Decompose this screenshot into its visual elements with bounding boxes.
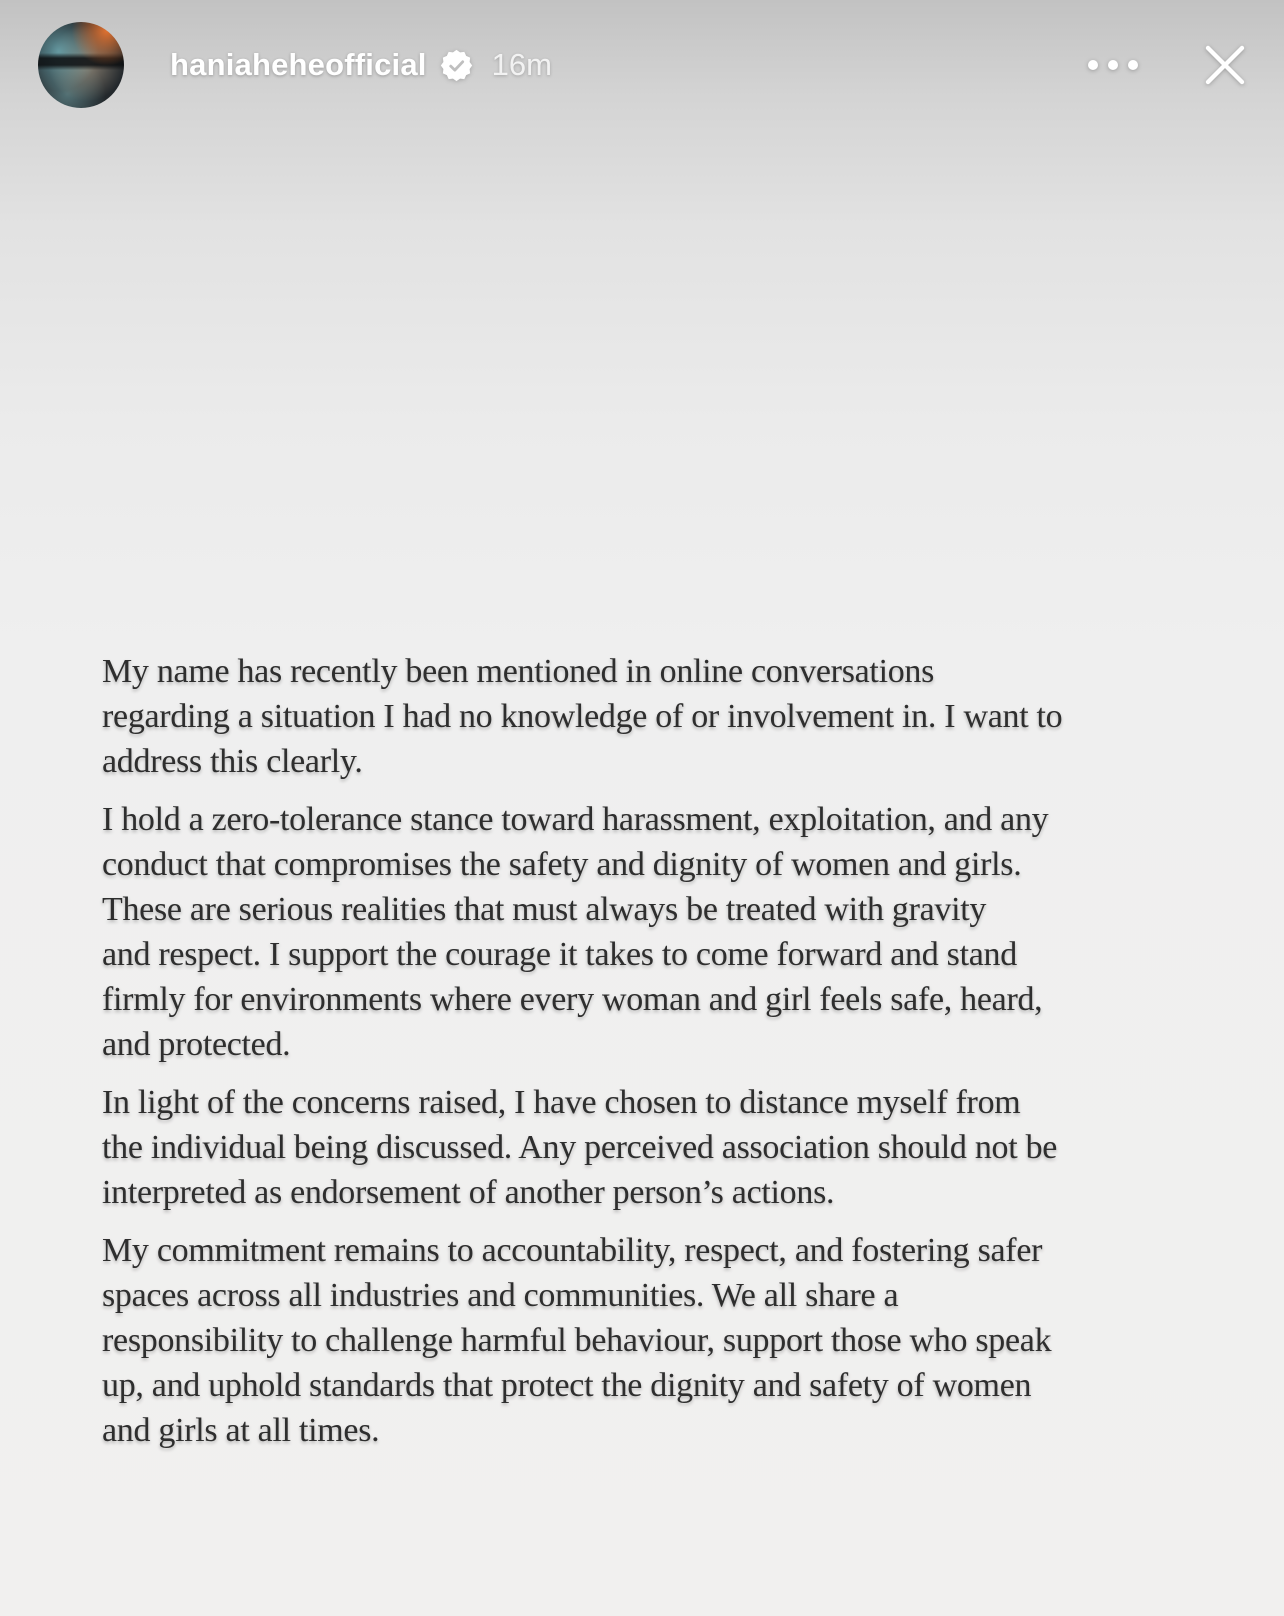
statement-line: up, and uphold standards that protect the dignity and safety of women [102,1367,1032,1404]
statement-line: spaces across all industries and communities. We all share a [102,1277,899,1314]
verified-badge-icon [440,49,473,82]
more-options-icon [1128,60,1138,70]
statement-line: conduct that compromises the safety and dignity of women and girls. [102,846,1022,883]
avatar[interactable] [38,22,124,108]
close-icon [1196,36,1254,94]
statement-line: My commitment remains to accountability, respect, and fostering safer [102,1232,1043,1269]
statement-paragraph [102,649,1244,784]
statement-line: In light of the concerns raised, I have chosen to distance myself from [102,1084,1021,1121]
statement-line: and protected. [102,1026,291,1063]
close-button[interactable] [1196,36,1254,94]
statement-line: firmly for environments where every woman and girl feels safe, heard, [102,981,1043,1018]
more-options-icon [1088,60,1098,70]
statement-line: responsibility to challenge harmful behaviour, support those who speak [102,1322,1052,1359]
statement-line: interpreted as endorsement of another person’s actions. [102,1174,835,1211]
username[interactable]: haniaheheofficial [170,47,427,82]
statement-paragraph [102,1228,1244,1453]
header-actions [1088,36,1254,94]
story-header [0,0,1284,130]
statement-line: My name has recently been mentioned in online conversations [102,653,935,690]
statement-line: and girls at all times. [102,1412,380,1449]
statement-line: I hold a zero-tolerance stance toward harassment, exploitation, and any [102,801,1049,838]
story-timestamp: 16m [491,47,552,82]
statement-line: address this clearly. [102,743,363,780]
statement-paragraph [102,797,1244,1067]
more-options-icon [1108,60,1118,70]
more-options-button[interactable] [1088,36,1138,94]
statement-paragraph [102,1080,1244,1215]
statement-line: These are serious realities that must always be treated with gravity [102,891,987,928]
statement-text [102,649,1244,1466]
statement-line: and respect. I support the courage it takes to come forward and stand [102,936,1017,973]
user-info [170,47,552,83]
statement-line: regarding a situation I had no knowledge of or involvement in. I want to [102,698,1063,735]
statement-line: the individual being discussed. Any perceived association should not be [102,1129,1058,1166]
